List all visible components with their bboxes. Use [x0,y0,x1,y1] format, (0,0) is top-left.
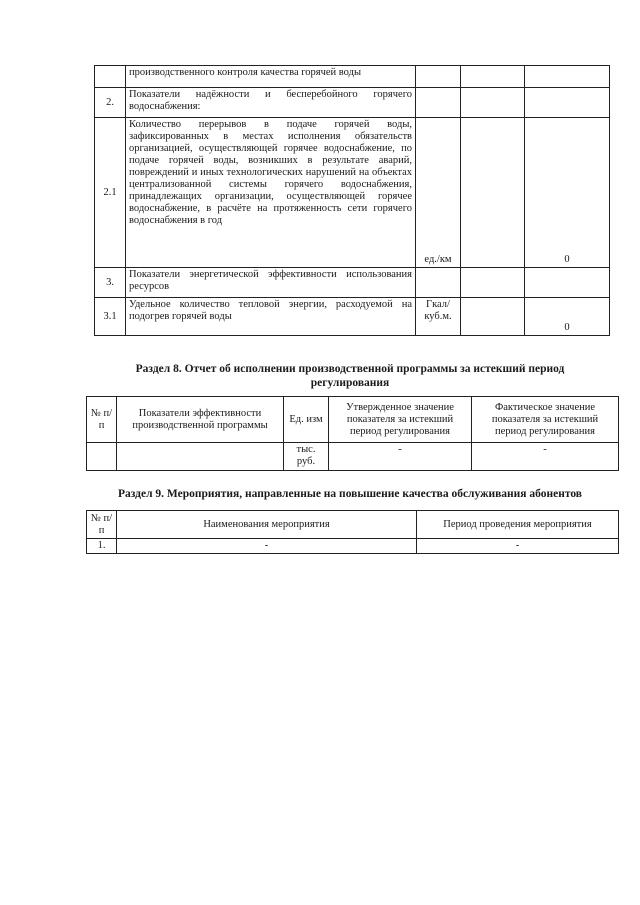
header-indicator: Показатели эффективности производственной программы [117,397,284,443]
table-row [87,443,619,471]
indicator-text: Показатели надёжности и бесперебойного горячего водоснабжения: [126,88,416,118]
header-number: № п/п [87,511,117,539]
activity-name: - [117,539,417,554]
row-number: 3. [95,268,126,298]
unit-cell [416,66,461,88]
indicator-text: Удельное количество тепловой энергии, расходуемой на подогрев горячей воды [126,298,416,336]
table-row [95,88,610,118]
header-approved: Утвержденное значение показателя за истекший период регулирования [329,397,472,443]
unit-cell [416,88,461,118]
table-row [95,118,610,268]
value-cell [525,268,610,298]
row-number [95,66,126,88]
row-number: 2.1 [95,118,126,268]
value-cell [461,298,525,336]
section-8-table [86,396,619,471]
indicator-text: Показатели энергетической эффективности использования ресурсов [126,268,416,298]
section-9-table [86,510,619,554]
table-row [95,268,610,298]
table-row [87,539,619,554]
unit-cell [416,268,461,298]
unit-cell: ед./км [416,118,461,268]
indicator-text: Количество перерывов в подаче горячей воды, зафиксированных в местах исполнения обязательств организацией, осуществляющей горячее водоснабжение, по подаче горячей воды, возникших в результате аварий, повреждений и иных технологических нарушений на объектах централизованной системы горячего водоснабжения, принадлежащих организации, осуществляющей горячее водоснабжение, в расчёте на протяженность сети горячего водоснабжения в год [126,118,416,268]
table-row [95,66,610,88]
value-cell [461,66,525,88]
value-cell: 0 [525,118,610,268]
section-9-title: Раздел 9. Мероприятия, направленные на повышение качества обслуживания абонентов [117,488,582,500]
table-row [95,298,610,336]
value-cell [525,66,610,88]
section-8-title: Раздел 8. Отчет об исполнении производственной программы за истекший период регулирования [135,363,565,389]
value-cell [525,88,610,118]
unit-cell: тыс. руб. [284,443,329,471]
actual-value: - [472,443,619,471]
unit-cell: Гкал/ куб.м. [416,298,461,336]
indicator-text: производственного контроля качества горячей воды [126,66,416,88]
indicators-table [94,65,610,336]
row-number: 3.1 [95,298,126,336]
indicator-name [117,443,284,471]
table-header-row [87,397,619,443]
header-number: № п/п [87,397,117,443]
header-actual: Фактическое значение показателя за истекший период регулирования [472,397,619,443]
header-activity: Наименования мероприятия [117,511,417,539]
table-header-row [87,511,619,539]
value-cell [461,268,525,298]
row-number [87,443,117,471]
row-number: 2. [95,88,126,118]
header-unit: Ед. изм [284,397,329,443]
approved-value: - [329,443,472,471]
value-cell: 0 [525,298,610,336]
value-cell [461,118,525,268]
activity-period: - [417,539,619,554]
value-cell [461,88,525,118]
row-number: 1. [87,539,117,554]
header-period: Период проведения мероприятия [417,511,619,539]
